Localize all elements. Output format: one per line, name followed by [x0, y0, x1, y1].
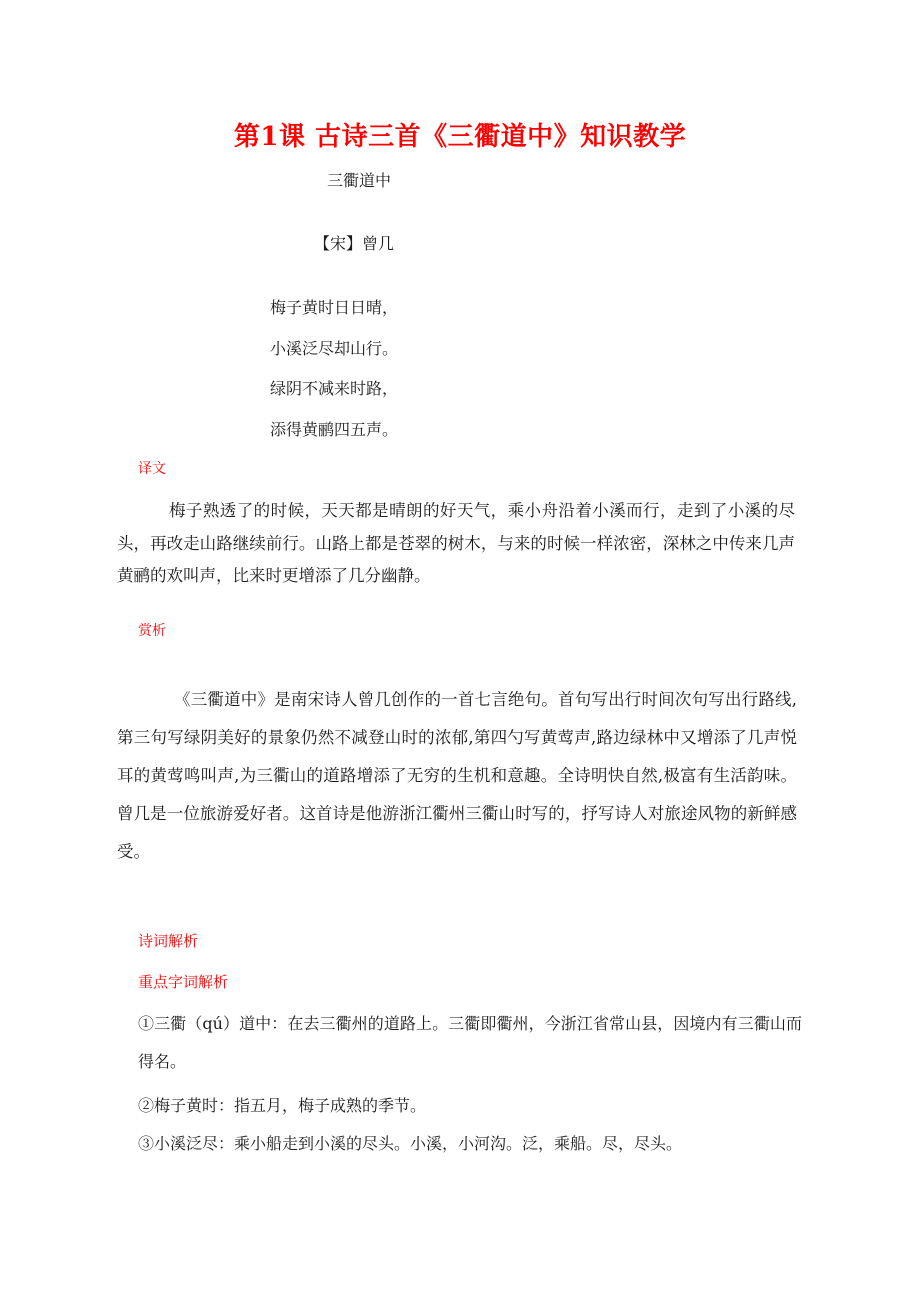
lesson-title: 第1课 古诗三首《三衢道中》知识教学 [233, 122, 687, 152]
keyword-note-2: ②梅子黄时：指五月，梅子成熟的季节。 [138, 1096, 427, 1115]
poem-line-1: 梅子黄时日日晴， [270, 298, 399, 317]
analysis-heading: 诗词解析 [138, 932, 199, 950]
keyword-note-3: ③小溪泛尽：乘小船走到小溪的尽头。小溪，小河沟。泛，乘船。尽，尽头。 [138, 1134, 683, 1153]
keywords-subheading: 重点字词解析 [138, 973, 229, 991]
appreciation-paragraph: 《三衢道中》是南宋诗人曾几创作的一首七言绝句。首句写出行时间次句写出行路线,第三句写绿阴美好的景象仍然不减登山时的浓郁,第四勺写黄莺声,路边绿林中又增添了几声悦耳的黄莺鸣叫声,为三衢山的道路增添了无穷的生机和意趣。全诗明快自然,极富有生活韵味。曾几是一位旅游爱好者。这首诗是他游浙江衢州三衢山时写的，抒写诗人对旅途风物的新鲜感受。 [117, 690, 797, 861]
poem-title: 三衢道中 [327, 171, 392, 190]
poem-line-2: 小溪泛尽却山行。 [270, 338, 399, 358]
translation-heading: 译文 [138, 461, 166, 477]
poem-author: 【宋】曾几 [314, 234, 395, 253]
keyword-note-1: ①三衢（qú）道中：在去三衢州的道路上。三衢即衢州，今浙江省常山县，因境内有三衢山而得名。 [138, 1014, 802, 1071]
poem-line-3: 绿阴不减来时路， [270, 379, 399, 398]
poem-body [270, 288, 398, 450]
appreciation-heading: 赏析 [138, 623, 166, 639]
translation-paragraph: 梅子熟透了的时候，天天都是晴朗的好天气，乘小舟沿着小溪而行，走到了小溪的尽头，再改走山路继续前行。山路上都是苍翠的树木，与来的时候一样浓密，深林之中传来几声黄鹂的欢叫声，比来时更增添了几分幽静。 [117, 501, 795, 585]
poem-line-4: 添得黄鹂四五声。 [270, 419, 399, 439]
